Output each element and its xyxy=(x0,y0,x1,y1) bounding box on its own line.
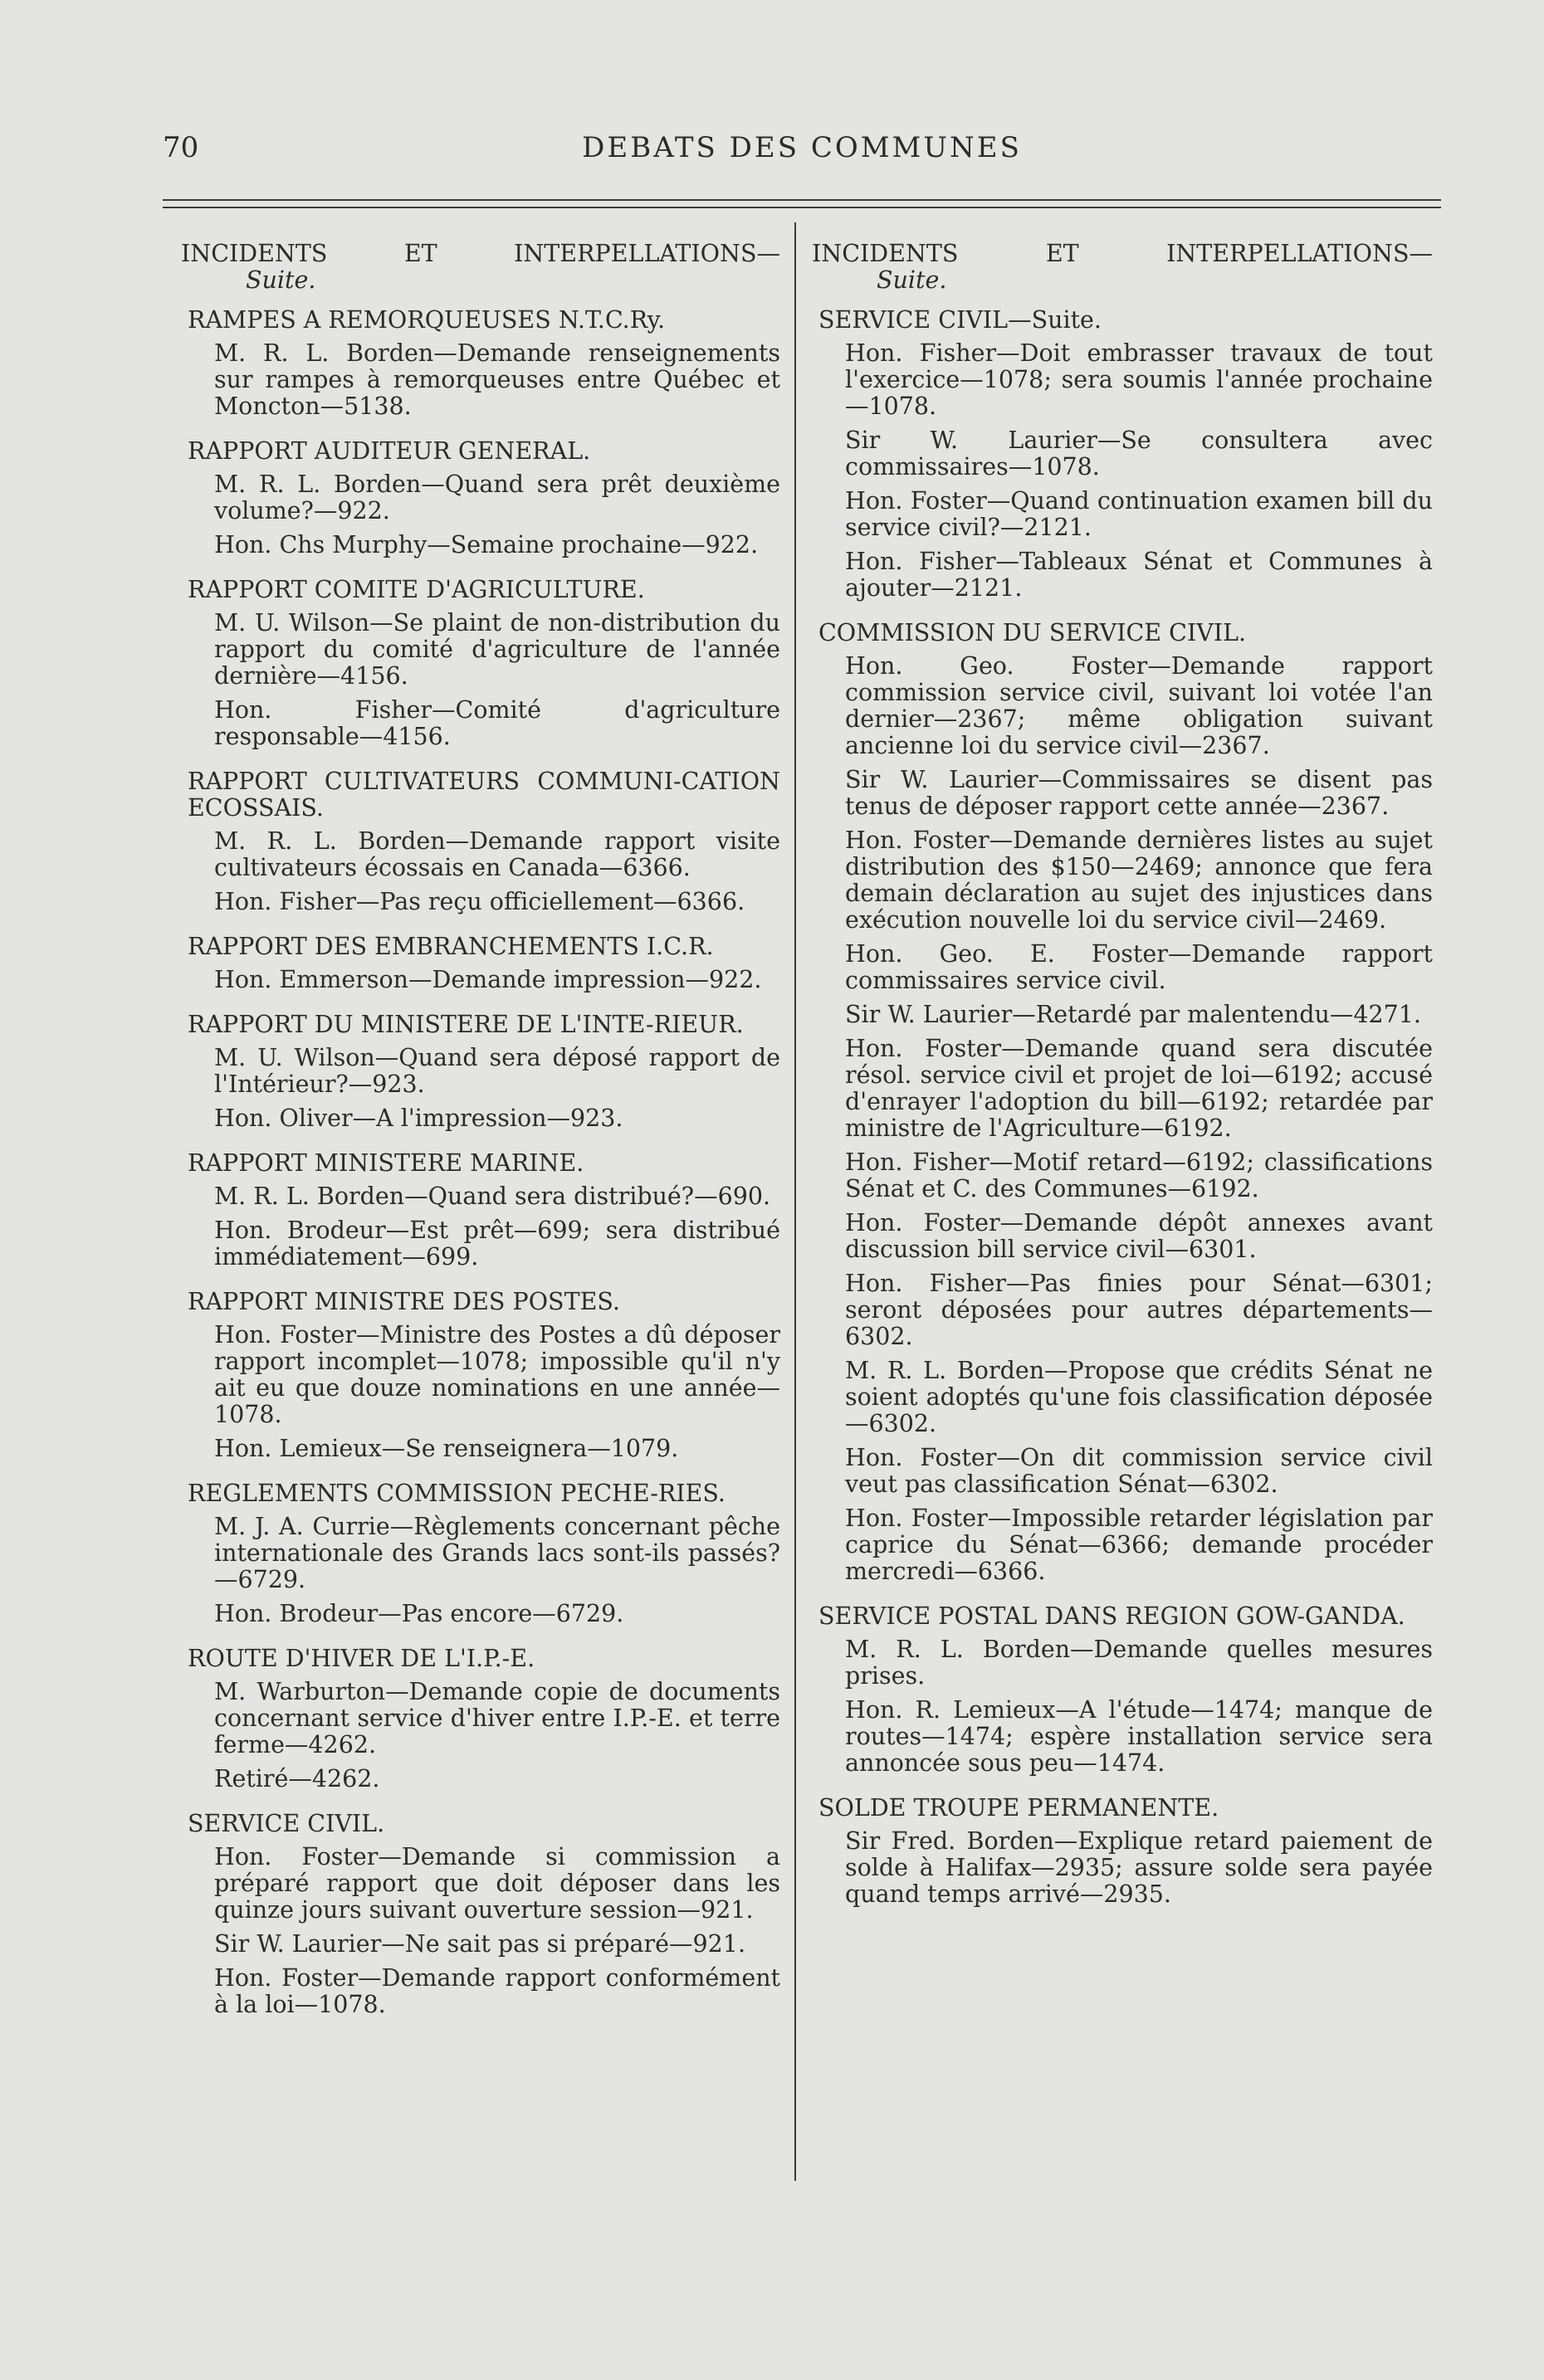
index-section xyxy=(181,1012,780,1132)
index-entry: Hon. Fisher—Doit embrasser travaux de tout l'exercice—1078; sera soumis l'année prochaine—1078. xyxy=(845,339,1433,420)
section-heading: SERVICE CIVIL—Suite. xyxy=(818,306,1102,334)
left-sections xyxy=(181,307,780,2018)
index-section xyxy=(812,1603,1433,1777)
index-entry: Hon. Fisher—Pas finies pour Sénat—6301; seront déposées pour autres départements—6302. xyxy=(845,1270,1433,1350)
header-rule-bottom xyxy=(163,207,1441,208)
index-entry: Hon. Fisher—Tableaux Sénat et Communes à ajouter—2121. xyxy=(845,548,1433,602)
index-section xyxy=(181,1811,780,2018)
index-entry: Hon. R. Lemieux—A l'étude—1474; manque de routes—1474; espère installation service sera annoncée sous peu—1474. xyxy=(845,1696,1433,1777)
section-heading: RAPPORT MINISTRE DES POSTES. xyxy=(188,1288,620,1315)
column-title: INCIDENTS ET INTERPELLATIONS— xyxy=(181,240,780,267)
index-entry: M. R. L. Borden—Quand sera distribué?—690. xyxy=(214,1183,771,1210)
index-entry: M. R. L. Borden—Demande rapport visite cultivateurs écossais en Canada—6366. xyxy=(214,827,780,881)
index-section xyxy=(812,620,1433,1585)
index-entry: Hon. Fisher—Motif retard—6192; classifications Sénat et C. des Communes—6192. xyxy=(845,1149,1433,1202)
section-heading: SOLDE TROUPE PERMANENTE. xyxy=(818,1794,1219,1822)
index-entry: Hon. Foster—On dit commission service civil veut pas classification Sénat—6302. xyxy=(845,1444,1433,1498)
header-rule-top xyxy=(163,199,1441,201)
page-header xyxy=(163,131,1441,173)
index-entry: M. J. A. Currie—Règlements concernant pêche internationale des Grands lacs sont-ils passés?—6729. xyxy=(214,1513,780,1593)
index-entry: Hon. Geo. Foster—Demande rapport commission service civil, suivant loi votée l'an dernier—2367; même obligation suivant ancienne loi du service civil—2367. xyxy=(845,652,1433,759)
section-heading: RAPPORT MINISTERE MARINE. xyxy=(188,1149,584,1177)
index-section xyxy=(181,438,780,558)
index-entry: Sir W. Laurier—Se consultera avec commissaires—1078. xyxy=(845,427,1433,480)
index-section xyxy=(812,307,1433,602)
index-section xyxy=(181,1646,780,1792)
index-entry: Retiré—4262. xyxy=(214,1765,380,1792)
column-divider xyxy=(794,222,796,2181)
index-entry: Hon. Brodeur—Pas encore—6729. xyxy=(214,1600,624,1627)
index-section xyxy=(812,1795,1433,1908)
index-section xyxy=(181,1289,780,1462)
index-entry: Hon. Foster—Impossible retarder législation par caprice du Sénat—6366; demande procéder mercredi—6366. xyxy=(845,1505,1433,1585)
index-entry: M. U. Wilson—Se plaint de non-distribution du rapport du comité d'agriculture de l'année dernière—4156. xyxy=(214,609,780,690)
running-title: DEBATS DES COMMUNES xyxy=(582,131,1022,164)
index-entry: Hon. Geo. E. Foster—Demande rapport commissaires service civil. xyxy=(845,940,1433,994)
section-heading: RAPPORT AUDITEUR GENERAL. xyxy=(188,437,591,465)
index-entry: Hon. Oliver—A l'impression—923. xyxy=(214,1105,623,1132)
index-entry: M. R. L. Borden—Demande renseignements sur rampes à remorqueuses entre Québec et Moncton—5138. xyxy=(214,339,780,420)
index-entry: M. Warburton—Demande copie de documents concernant service d'hiver entre I.P.-E. et terre ferme—4262. xyxy=(214,1678,780,1758)
section-heading: ROUTE D'HIVER DE L'I.P.-E. xyxy=(188,1645,535,1672)
index-entry: Hon. Foster—Demande quand sera discutée résol. service civil et projet de loi—6192; accusé d'enrayer l'adoption du bill—6192; retardée par ministre de l'Agriculture—6192. xyxy=(845,1035,1433,1142)
index-entry: Hon. Foster—Demande si commission a préparé rapport que doit déposer dans les quinze jours suivant ouverture session—921. xyxy=(214,1843,780,1924)
index-entry: M. R. L. Borden—Quand sera prêt deuxième volume?—922. xyxy=(214,471,780,524)
index-entry: Hon. Emmerson—Demande impression—922. xyxy=(214,966,762,993)
index-section xyxy=(181,1480,780,1627)
index-section xyxy=(181,1150,780,1270)
index-section xyxy=(181,934,780,993)
continued-label: Suite. xyxy=(877,266,947,294)
column-title: INCIDENTS ET INTERPELLATIONS— xyxy=(812,240,1433,267)
index-entry: M. U. Wilson—Quand sera déposé rapport de l'Intérieur?—923. xyxy=(214,1044,780,1098)
index-section xyxy=(181,768,780,915)
section-heading: RAPPORT CULTIVATEURS COMMUNI-CATION ECOSSAIS. xyxy=(188,768,780,822)
index-entry: M. R. L. Borden—Propose que crédits Sénat ne soient adoptés qu'une fois classification déposée—6302. xyxy=(845,1357,1433,1437)
section-heading: REGLEMENTS COMMISSION PECHE-RIES. xyxy=(188,1480,726,1507)
index-entry: Sir W. Laurier—Commissaires se disent pas tenus de déposer rapport cette année—2367. xyxy=(845,766,1433,820)
right-sections xyxy=(812,307,1433,1908)
index-entry: Sir W. Laurier—Ne sait pas si préparé—921. xyxy=(214,1930,745,1958)
left-column xyxy=(181,241,780,2036)
index-section xyxy=(181,577,780,750)
section-heading: RAPPORT COMITE D'AGRICULTURE. xyxy=(188,576,645,603)
index-entry: Hon. Fisher—Pas reçu officiellement—6366. xyxy=(214,888,745,915)
index-entry: Hon. Lemieux—Se renseignera—1079. xyxy=(214,1435,679,1462)
index-entry: Hon. Foster—Demande dépôt annexes avant discussion bill service civil—6301. xyxy=(845,1209,1433,1263)
section-heading: RAPPORT DU MINISTERE DE L'INTE-RIEUR. xyxy=(188,1011,744,1038)
index-entry: Hon. Foster—Demande dernières listes au sujet distribution des $150—2469; annonce que fera demain déclaration au sujet des injustices dans exécution nouvelle loi du service civil—2469. xyxy=(845,827,1433,934)
index-entry: Sir Fred. Borden—Explique retard paiement de solde à Halifax—2935; assure solde sera payée quand temps arrivé—2935. xyxy=(845,1827,1433,1908)
page-number: 70 xyxy=(163,131,199,164)
section-heading: RAMPES A REMORQUEUSES N.T.C.Ry. xyxy=(188,306,666,334)
index-entry: Hon. Chs Murphy—Semaine prochaine—922. xyxy=(214,531,759,558)
index-entry: Hon. Brodeur—Est prêt—699; sera distribué immédiatement—699. xyxy=(214,1217,780,1270)
section-heading: SERVICE POSTAL DANS REGION GOW-GANDA. xyxy=(818,1602,1405,1630)
index-entry: Hon. Foster—Quand continuation examen bill du service civil?—2121. xyxy=(845,487,1433,541)
index-section xyxy=(181,307,780,420)
index-entry: M. R. L. Borden—Demande quelles mesures prises. xyxy=(845,1636,1433,1690)
continued-label: Suite. xyxy=(246,266,316,294)
index-entry: Hon. Fisher—Comité d'agriculture responsable—4156. xyxy=(214,696,780,750)
section-heading: COMMISSION DU SERVICE CIVIL. xyxy=(818,619,1247,646)
right-column xyxy=(812,241,1433,1926)
section-heading: SERVICE CIVIL. xyxy=(188,1810,385,1837)
index-entry: Sir W. Laurier—Retardé par malentendu—4271. xyxy=(845,1001,1421,1028)
index-entry: Hon. Foster—Demande rapport conformément à la loi—1078. xyxy=(214,1964,780,2018)
section-heading: RAPPORT DES EMBRANCHEMENTS I.C.R. xyxy=(188,933,714,960)
index-entry: Hon. Foster—Ministre des Postes a dû déposer rapport incomplet—1078; impossible qu'il n'y ait eu que douze nominations en une année—1078. xyxy=(214,1321,780,1428)
